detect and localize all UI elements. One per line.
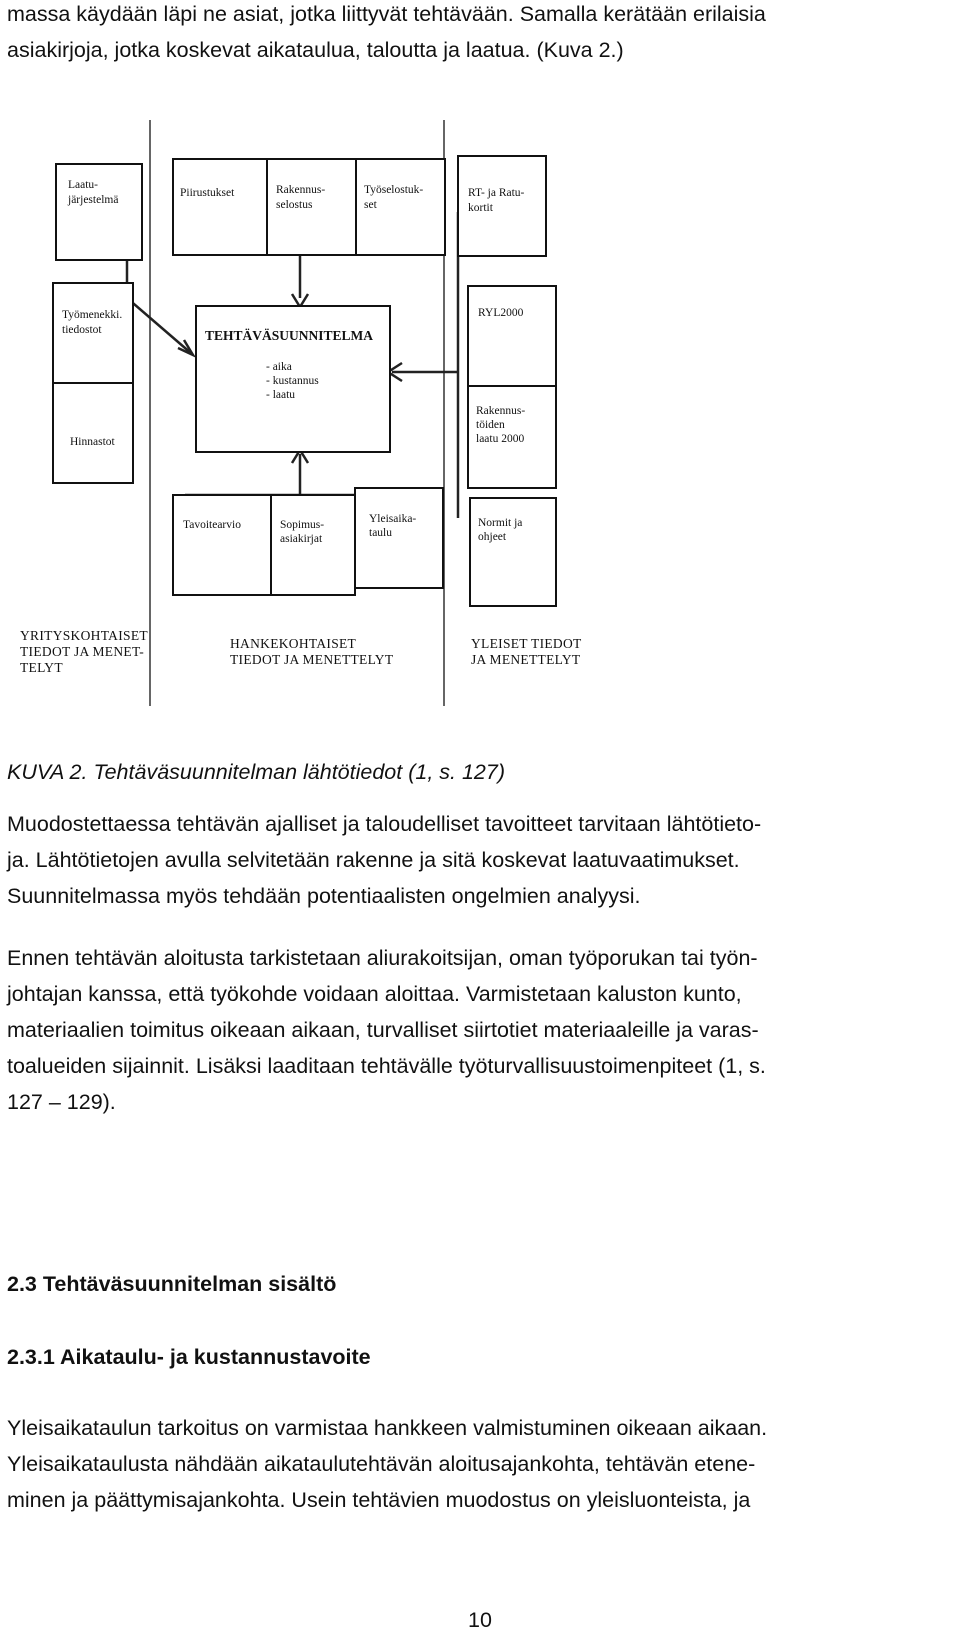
text-line: Muodostettaessa tehtävän ajalliset ja taloudelliset tavoitteet tarvitaan lähtötieto- (7, 812, 762, 836)
svg-text:HANKEKOHTAISET: HANKEKOHTAISET (230, 636, 357, 651)
box-piirustukset (173, 159, 267, 255)
text-line: 127 – 129). (7, 1090, 116, 1114)
svg-text:- aika: - aika (266, 361, 292, 373)
svg-text:tiedostot: tiedostot (62, 324, 102, 336)
text-line: asiakirjoja, jotka koskevat aikataulua, taloutta ja laatua. (Kuva 2.) (7, 38, 624, 62)
label-yrityskohtaiset (20, 628, 148, 675)
box-rakennustoiden-laatu (468, 386, 556, 488)
svg-text:selostus: selostus (276, 199, 313, 211)
paragraph-2 (7, 940, 953, 1120)
svg-text:Sopimus-: Sopimus- (280, 519, 325, 531)
text-line: Ennen tehtävän aloitusta tarkistetaan aliurakoitsijan, oman työporukan tai työn- (7, 946, 758, 970)
text-line: minen ja päättymisajankohta. Usein tehtävien muodostus on yleisluonteista, ja (7, 1488, 751, 1512)
box-tehtavasuunnitelma (196, 306, 390, 452)
box-sopimusasiakirjat (271, 495, 355, 595)
box-normit-ohjeet (470, 498, 556, 606)
paragraph-1 (7, 806, 953, 914)
text-line: johtajan kanssa, että työkohde voidaan aloittaa. Varmistetaan kaluston kunto, (7, 982, 742, 1006)
text-line: ja. Lähtötietojen avulla selvitetään rakenne ja sitä koskevat laatuvaatimukset. (7, 848, 740, 872)
box-tyoselostukset (356, 159, 445, 255)
svg-text:TEHTÄVÄSUUNNITELMA: TEHTÄVÄSUUNNITELMA (205, 328, 374, 343)
intro-paragraph (7, 0, 953, 68)
box-yleisaikataulu (355, 488, 443, 588)
text-line: Yleisaikataulusta nähdään aikataulutehtävän aloitusajankohta, tehtävän etene- (7, 1452, 756, 1476)
svg-text:TELYT: TELYT (20, 660, 63, 675)
svg-text:RYL2000: RYL2000 (478, 307, 524, 319)
svg-text:ohjeet: ohjeet (478, 531, 507, 543)
label-yleiset (471, 636, 582, 667)
svg-text:kortit: kortit (468, 202, 493, 214)
text-line: toalueiden sijainnit. Lisäksi laaditaan tehtävälle työturvallisuustoimenpiteet (1, s. (7, 1054, 766, 1078)
svg-text:Laatu-: Laatu- (68, 179, 99, 191)
figure-caption: KUVA 2. Tehtäväsuunnitelman lähtötiedot (1, s. 127) (7, 760, 505, 784)
svg-text:Yleisaika-: Yleisaika- (369, 513, 417, 525)
connector-left-to-center (127, 298, 192, 354)
text-line: Yleisaikataulun tarkoitus on varmistaa hankkeen valmistuminen oikeaan aikaan. (7, 1416, 768, 1440)
svg-text:- kustannus: - kustannus (266, 375, 319, 387)
box-ryl2000 (468, 286, 556, 386)
svg-text:taulu: taulu (369, 527, 392, 539)
svg-text:Työselostuk-: Työselostuk- (364, 184, 424, 196)
svg-text:Normit ja: Normit ja (478, 517, 523, 529)
svg-text:Tavoitearvio: Tavoitearvio (183, 519, 241, 531)
svg-text:TIEDOT JA MENET-: TIEDOT JA MENET- (20, 644, 145, 659)
label-hankekohtaiset (230, 636, 394, 667)
svg-text:JA MENETTELYT: JA MENETTELYT (471, 652, 581, 667)
svg-text:Rakennus-: Rakennus- (276, 184, 326, 196)
subsection-heading: 2.3.1 Aikataulu- ja kustannustavoite (7, 1345, 371, 1369)
section-heading: 2.3 Tehtäväsuunnitelman sisältö (7, 1272, 337, 1296)
svg-text:- laatu: - laatu (266, 389, 296, 401)
svg-text:asiakirjat: asiakirjat (280, 533, 323, 545)
svg-text:Työmenekki.: Työmenekki. (62, 309, 123, 321)
svg-text:Piirustukset: Piirustukset (180, 187, 235, 199)
text-line: massa käydään läpi ne asiat, jotka liittyvät tehtävään. Samalla kerätään erilaisia (7, 2, 766, 26)
box-laatujarjestelma (56, 164, 142, 260)
page-number: 10 (468, 1608, 492, 1632)
text-line: Suunnitelmassa myös tehdään potentiaalisten ongelmien analyysi. (7, 884, 641, 908)
box-rt-ratu (458, 156, 546, 256)
svg-text:RT- ja Ratu-: RT- ja Ratu- (468, 187, 525, 199)
svg-text:YRITYSKOHTAISET: YRITYSKOHTAISET (20, 628, 148, 643)
svg-text:laatu 2000: laatu 2000 (476, 433, 525, 445)
text-line: materiaalien toimitus oikeaan aikaan, turvalliset siirtotiet materiaaleille ja varas- (7, 1018, 759, 1042)
box-tyomenekki (53, 283, 133, 383)
box-hinnastot (53, 383, 133, 483)
box-tavoitearvio (173, 495, 271, 595)
svg-text:TIEDOT JA MENETTELYT: TIEDOT JA MENETTELYT (230, 652, 394, 667)
svg-text:töiden: töiden (476, 419, 505, 431)
svg-text:set: set (364, 199, 377, 211)
box-rakennusselostus (267, 159, 356, 255)
svg-text:Hinnastot: Hinnastot (70, 436, 115, 448)
paragraph-3 (7, 1410, 953, 1518)
svg-text:YLEISET TIEDOT: YLEISET TIEDOT (471, 636, 582, 651)
figure-diagram (0, 118, 600, 708)
svg-text:järjestelmä: järjestelmä (68, 194, 119, 206)
svg-text:Rakennus-: Rakennus- (476, 405, 526, 417)
